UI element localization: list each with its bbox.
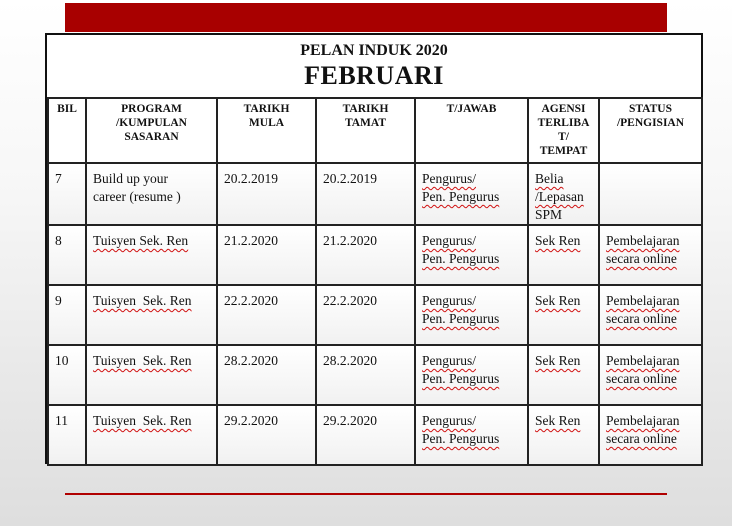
column-header-tarikh-mula: TARIKH MULA xyxy=(217,98,316,163)
cell-program: Tuisyen Sek. Ren xyxy=(86,345,217,405)
cell-program: Tuisyen Sek. Ren xyxy=(86,285,217,345)
cell-agensi: Sek Ren xyxy=(528,345,599,405)
cell-tarikh-tamat: 28.2.2020 xyxy=(316,345,415,405)
top-red-banner xyxy=(65,3,667,32)
cell-status: Pembelajaran secara online xyxy=(599,285,702,345)
table-row xyxy=(48,225,702,285)
cell-tarikh-tamat: 22.2.2020 xyxy=(316,285,415,345)
cell-tarikh-mula: 22.2.2020 xyxy=(217,285,316,345)
cell-tjawab: Pengurus/ Pen. Pengurus xyxy=(415,345,528,405)
cell-tjawab: Pengurus/ Pen. Pengurus xyxy=(415,163,528,225)
cell-agensi: Belia /Lepasan SPM xyxy=(528,163,599,225)
column-header-tarikh-tamat: TARIKH TAMAT xyxy=(316,98,415,163)
column-header-program: PROGRAM /KUMPULAN SASARAN xyxy=(86,98,217,163)
cell-program: Build up your career (resume ) xyxy=(86,163,217,225)
cell-bil: 10 xyxy=(48,345,86,405)
title-block xyxy=(47,35,701,99)
column-header-tjawab: T/JAWAB xyxy=(415,98,528,163)
table-row xyxy=(48,345,702,405)
cell-tarikh-mula: 20.2.2019 xyxy=(217,163,316,225)
cell-tjawab: Pengurus/ Pen. Pengurus xyxy=(415,405,528,465)
cell-tarikh-tamat: 20.2.2019 xyxy=(316,163,415,225)
cell-tarikh-mula: 28.2.2020 xyxy=(217,345,316,405)
plan-sheet xyxy=(45,33,703,464)
cell-bil: 7 xyxy=(48,163,86,225)
cell-status: Pembelajaran secara online xyxy=(599,405,702,465)
cell-program: Tuisyen Sek. Ren xyxy=(86,225,217,285)
month-title: FEBRUARI xyxy=(304,61,444,90)
cell-agensi: Sek Ren xyxy=(528,225,599,285)
cell-tjawab: Pengurus/ Pen. Pengurus xyxy=(415,285,528,345)
cell-bil: 8 xyxy=(48,225,86,285)
cell-status: Pembelajaran secara online xyxy=(599,345,702,405)
table-row xyxy=(48,163,702,225)
cell-tarikh-mula: 21.2.2020 xyxy=(217,225,316,285)
plan-title: PELAN INDUK 2020 xyxy=(300,42,448,59)
column-header-agensi: AGENSI TERLIBA T/ TEMPAT xyxy=(528,98,599,163)
table-row xyxy=(48,285,702,345)
cell-tarikh-tamat: 21.2.2020 xyxy=(316,225,415,285)
cell-agensi: Sek Ren xyxy=(528,405,599,465)
cell-tarikh-mula: 29.2.2020 xyxy=(217,405,316,465)
plan-table xyxy=(47,97,703,466)
cell-tjawab: Pengurus/ Pen. Pengurus xyxy=(415,225,528,285)
cell-bil: 11 xyxy=(48,405,86,465)
cell-status: Pembelajaran secara online xyxy=(599,225,702,285)
cell-agensi: Sek Ren xyxy=(528,285,599,345)
column-header-status: STATUS /PENGISIAN xyxy=(599,98,702,163)
cell-bil: 9 xyxy=(48,285,86,345)
column-header-bil: BIL xyxy=(48,98,86,163)
cell-program: Tuisyen Sek. Ren xyxy=(86,405,217,465)
cell-tarikh-tamat: 29.2.2020 xyxy=(316,405,415,465)
cell-status xyxy=(599,163,702,225)
table-header-row xyxy=(48,98,702,163)
table-row xyxy=(48,405,702,465)
bottom-red-divider xyxy=(65,493,667,495)
